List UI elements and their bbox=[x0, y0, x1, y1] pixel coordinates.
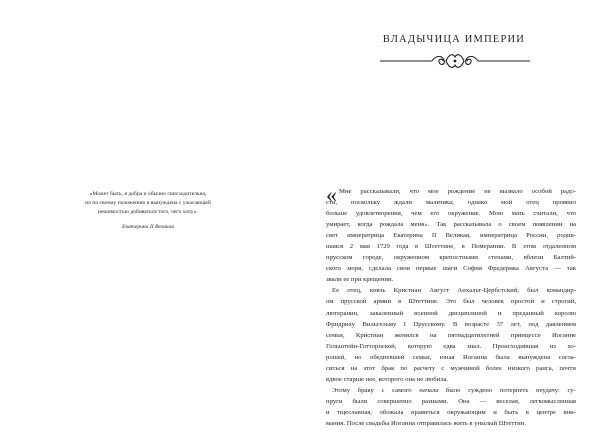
epigraph-line: «Может быть, я добра и обычно снисходительна, bbox=[89, 191, 207, 197]
body-text bbox=[326, 182, 576, 429]
body-line: сти, поскольку ждали мальчика; однако мой отец проявил bbox=[326, 199, 576, 207]
body-line: семьи, Кристиан женился на пятнадцатилетней принцессе Иоганне bbox=[326, 331, 576, 339]
body-line: рошей, но обедневшей семьи, юная Иоганна была вынуждена согла- bbox=[326, 353, 576, 361]
body-line: мания. После свадьбы Иоганна отправилась жить в унылый Штеттин. bbox=[326, 419, 527, 427]
body-line: прусском городе, окруженном крепостными стенами, вблизи Балтий- bbox=[326, 254, 576, 262]
body-line: шаяся 2 мая 1729 года в Штеттине, в Померании. В этом отдаленном bbox=[326, 243, 576, 251]
body-line: Этому браку с самого начала было суждено потерпеть неудачу: су- bbox=[332, 386, 576, 394]
body-line: ом прусской армии в Штеттине. Это был человек простой и строгий, bbox=[326, 298, 576, 306]
body-line: звали ее при крещении. bbox=[326, 276, 394, 284]
epigraph-line: но по своему положению я вынуждена с ужасающей bbox=[85, 200, 211, 206]
body-line: вдвое старше нее, которого она не любила. bbox=[326, 375, 449, 383]
body-line: лютеранин, закаленный военной дисциплиной и преданный королю bbox=[326, 309, 576, 317]
epigraph bbox=[40, 190, 256, 217]
body-line: ского моря, сделала свои первые шаги София Фредерика Августа — так bbox=[326, 265, 576, 273]
body-line: и тщеславная, обожала нравиться окружающим и быть в центре вни- bbox=[326, 408, 576, 416]
body-line: Ее отец, князь Кристиан Август Анхальт-Цербстский, был командир- bbox=[332, 287, 576, 295]
scroll-ornament-icon bbox=[380, 52, 530, 70]
chapter-title: ВЛАДЫЧИЦА ИМПЕРИИ bbox=[382, 34, 526, 45]
body-line: больше удовлетворения, чем его окружение. Мою мать считали, что bbox=[326, 210, 576, 218]
epigraph-line: решимостью добиваться того, чего хочу». bbox=[98, 209, 198, 215]
body-line: Мне рассказывали, что мое рождение не вызвало особой радо- bbox=[339, 188, 576, 195]
body-line: умирает, когда рождала меня». Так рассказывала о своем появлении на bbox=[326, 221, 576, 229]
body-line: Фридриху Вильгельму I Прусскому. В возрасте 37 лет, под давлением bbox=[326, 320, 576, 328]
epigraph-signature: Екатерина II Великая bbox=[122, 224, 174, 230]
body-line: свет императрица Екатерина II Великая, императрица России, родив- bbox=[326, 232, 576, 240]
body-line: Гольштейн-Готторпской, которую едва знал. Происходившая из хо- bbox=[326, 342, 576, 350]
opening-quote-mark: « bbox=[326, 182, 337, 207]
body-line: пруги были совершенно разными. Она — веселая, легкомысленная bbox=[326, 397, 576, 405]
body-line: ситься на этот брак по расчету с мужчиной более низкого ранга, почти bbox=[326, 364, 576, 372]
